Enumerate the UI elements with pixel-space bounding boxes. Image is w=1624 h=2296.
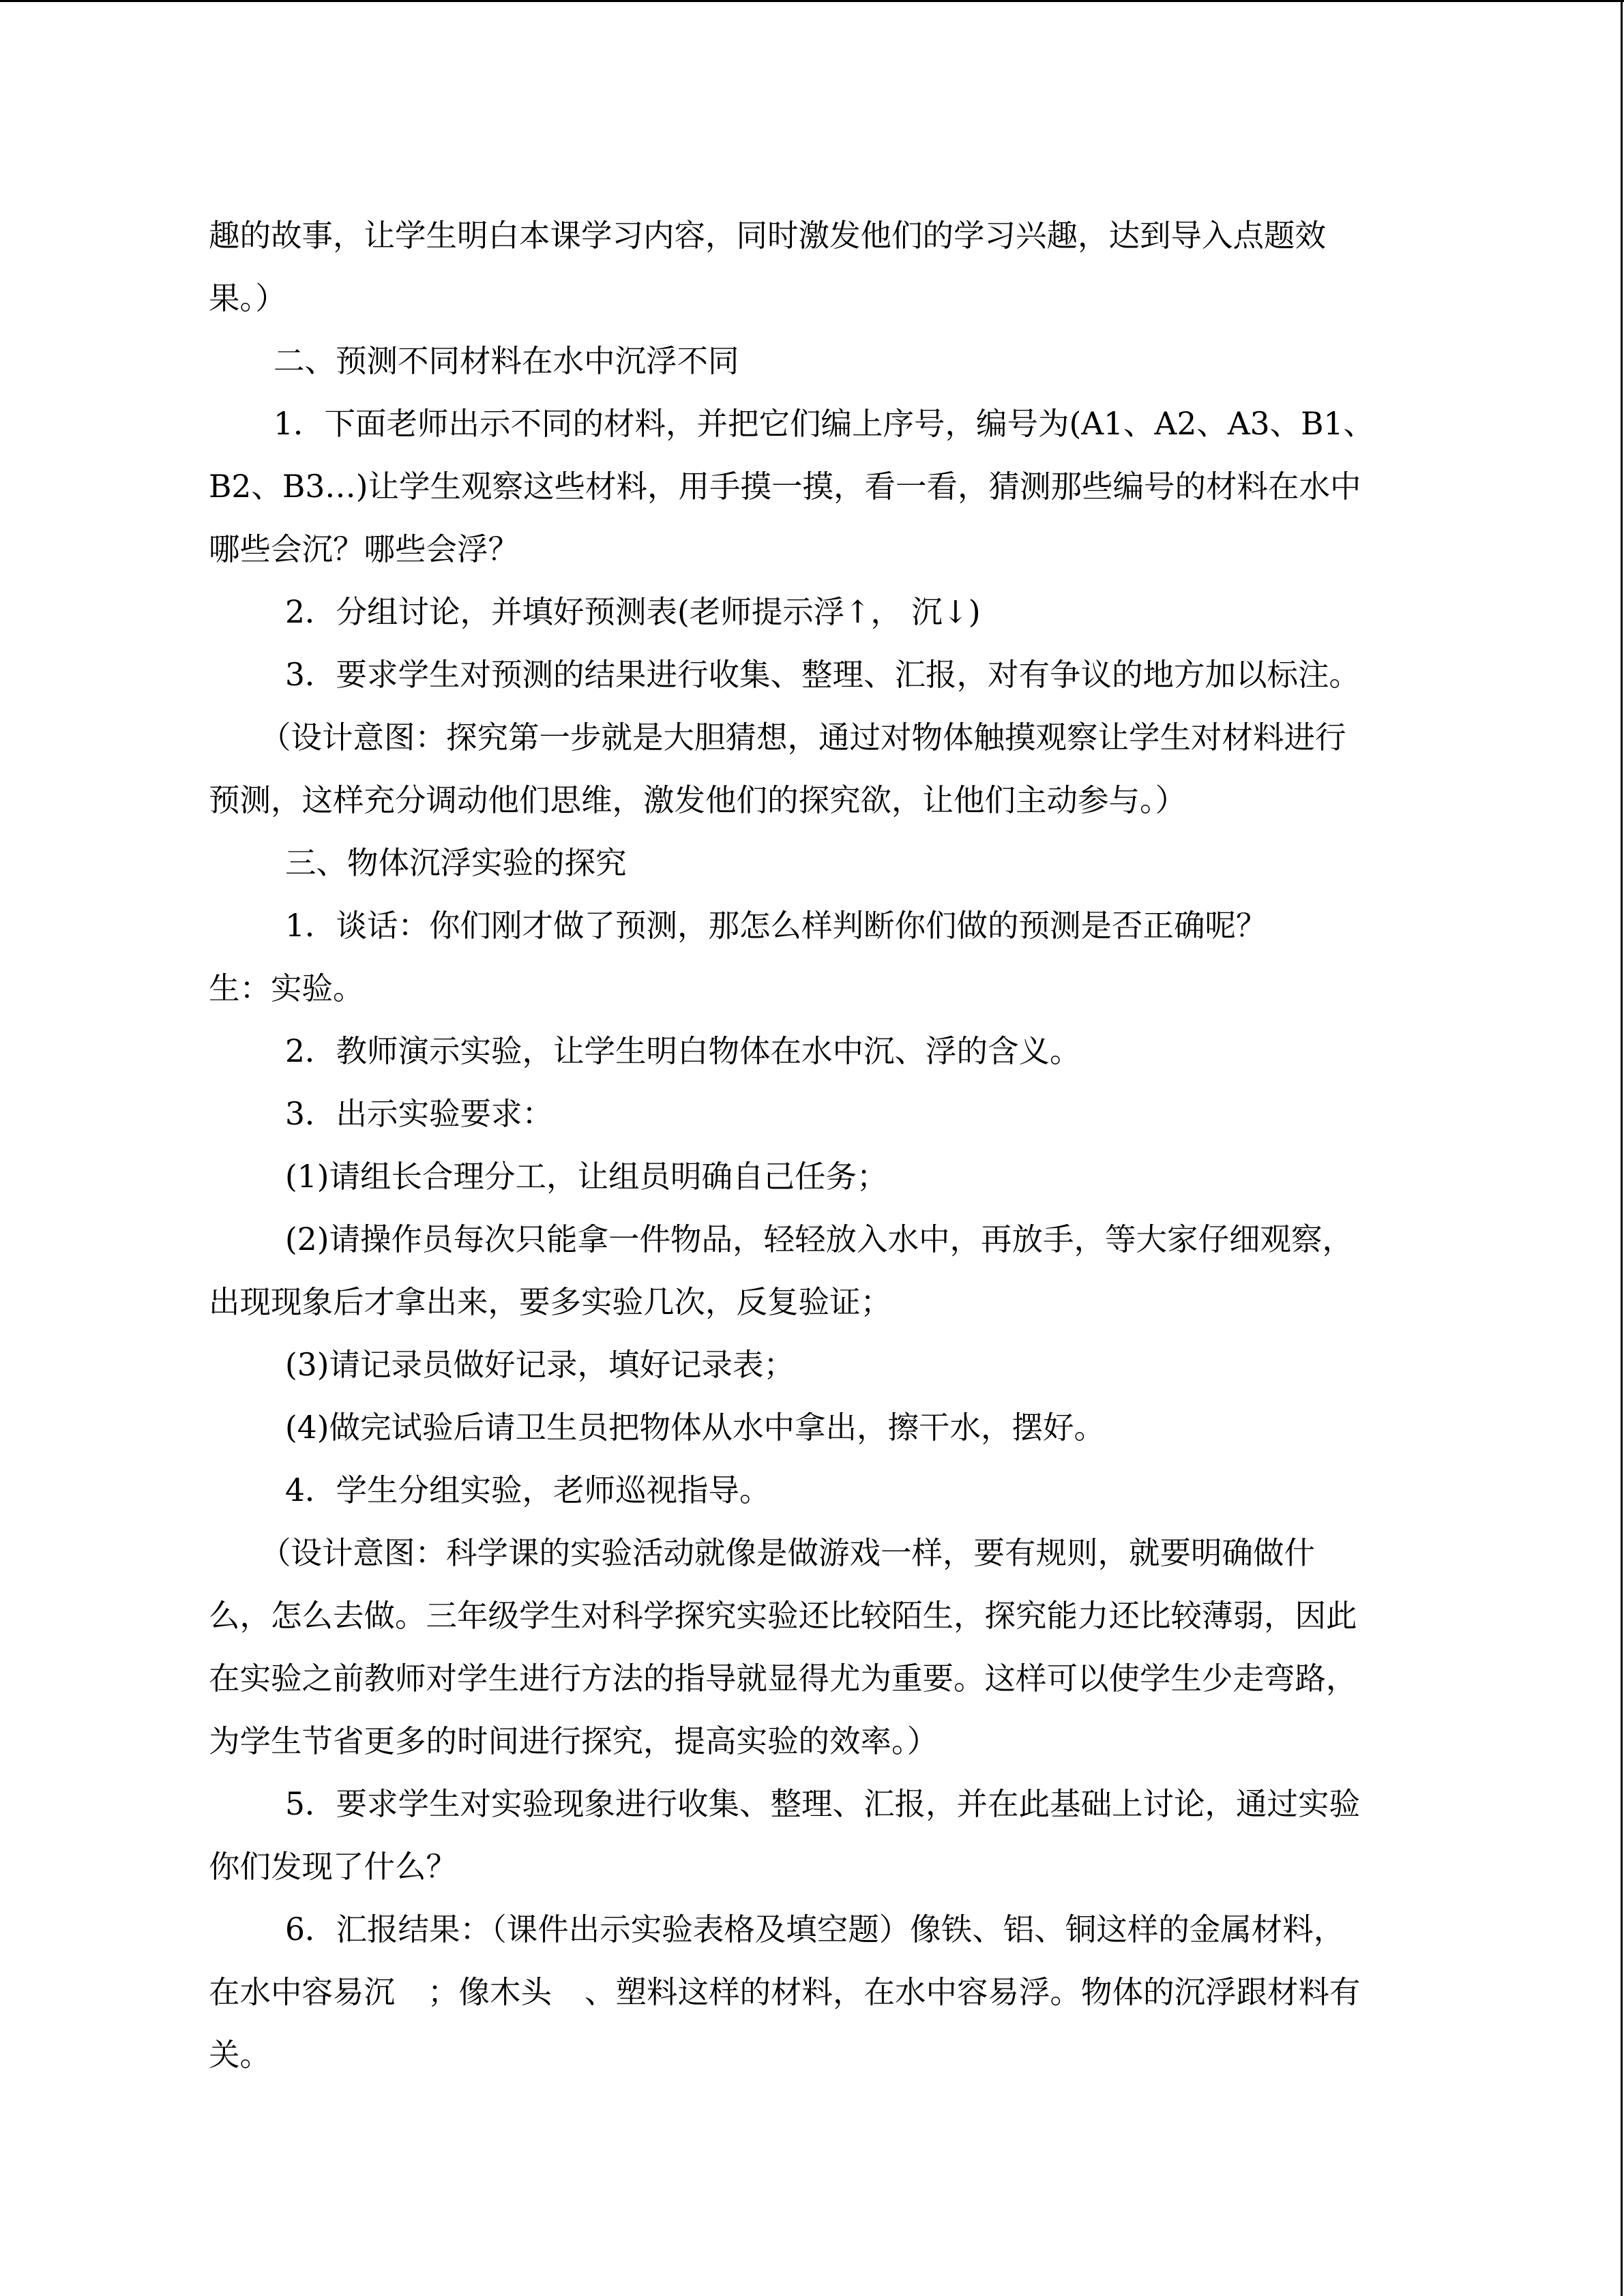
text-line: 2．分组讨论，并填好预测表(老师提示浮↑， 沉↓) bbox=[285, 594, 981, 630]
fill-text-2: ；像木头 bbox=[428, 1974, 552, 2010]
text-line: 出现现象后才拿出来，要多实验几次，反复验证； bbox=[209, 1284, 892, 1320]
section-heading: 二、预测不同材料在水中沉浮不同 bbox=[274, 343, 739, 379]
text-line: 果。） bbox=[209, 280, 286, 316]
text-line: 1．谈话：你们刚才做了预测，那怎么样判断你们做的预测是否正确呢？ bbox=[285, 908, 1267, 944]
text-line: 2．教师演示实验，让学生明白物体在水中沉、浮的含义。 bbox=[285, 1033, 1081, 1069]
design-intent-note: （设计意图：探究第一步就是大胆猜想，通过对物体触摸观察让学生对材料进行 bbox=[260, 719, 1346, 756]
text-line: 你们发现了什么？ bbox=[209, 1849, 458, 1885]
design-intent-note: （设计意图：科学课的实验活动就像是做游戏一样，要有规则，就要明确做什 bbox=[260, 1535, 1316, 1571]
text-line: 5．要求学生对实验现象进行收集、整理、汇报，并在此基础上讨论，通过实验 bbox=[285, 1786, 1360, 1822]
text-line: 4．学生分组实验，老师巡视指导。 bbox=[285, 1472, 771, 1508]
top-border-rule bbox=[0, 0, 1624, 2]
fill-in-line bbox=[209, 1961, 1361, 2024]
text-line: 3．要求学生对预测的结果进行收集、整理、汇报，对有争议的地方加以标注。 bbox=[285, 657, 1360, 693]
text-line: 6．汇报结果：（课件出示实验表格及填空题）像铁、铝、铜这样的金属材料， bbox=[285, 1911, 1345, 1948]
text-line: 生：实验。 bbox=[209, 970, 364, 1007]
text-line: B2、B3…)让学生观察这些材料，用手摸一摸，看一看，猜测那些编号的材料在水中 bbox=[209, 468, 1361, 505]
text-line: (4)做完试验后请卫生员把物体从水中拿出，擦干水，摆好。 bbox=[285, 1410, 1105, 1446]
text-line: 关。 bbox=[209, 2037, 271, 2073]
text-line: 预测，这样充分调动他们思维，激发他们的探究欲，让他们主动参与。） bbox=[209, 782, 1187, 818]
text-line: 为学生节省更多的时间进行探究，提高实验的效率。） bbox=[209, 1723, 939, 1759]
text-line: (1)请组长合理分工，让组员明确自己任务； bbox=[285, 1159, 888, 1195]
text-line: 趣的故事，让学生明白本课学习内容，同时激发他们的学习兴趣，达到导入点题效 bbox=[209, 218, 1327, 254]
text-line: 1．下面老师出示不同的材料，并把它们编上序号，编号为(A1、A2、A3、B1、 bbox=[274, 406, 1375, 442]
text-line: 3．出示实验要求： bbox=[285, 1096, 553, 1132]
text-line: 在实验之前教师对学生进行方法的指导就显得尤为重要。这样可以使学生少走弯路， bbox=[209, 1660, 1357, 1697]
fill-text-3: 、塑料这样的材料，在水中容易浮。物体的沉浮跟材料有 bbox=[585, 1974, 1361, 2010]
text-line: (2)请操作员每次只能拿一件物品，轻轻放入水中，再放手，等大家仔细观察， bbox=[285, 1221, 1353, 1257]
right-border-rule bbox=[1621, 0, 1623, 2296]
text-line: 么，怎么去做。三年级学生对科学探究实验还比较陌生，探究能力还比较薄弱，因此 bbox=[209, 1598, 1357, 1634]
text-line: 哪些会沉？哪些会浮？ bbox=[209, 531, 520, 567]
text-line: (3)请记录员做好记录，填好记录表； bbox=[285, 1347, 795, 1383]
section-heading: 三、物体沉浮实验的探究 bbox=[285, 845, 627, 881]
fill-text-1: 在水中容易沉 bbox=[209, 1974, 396, 2010]
